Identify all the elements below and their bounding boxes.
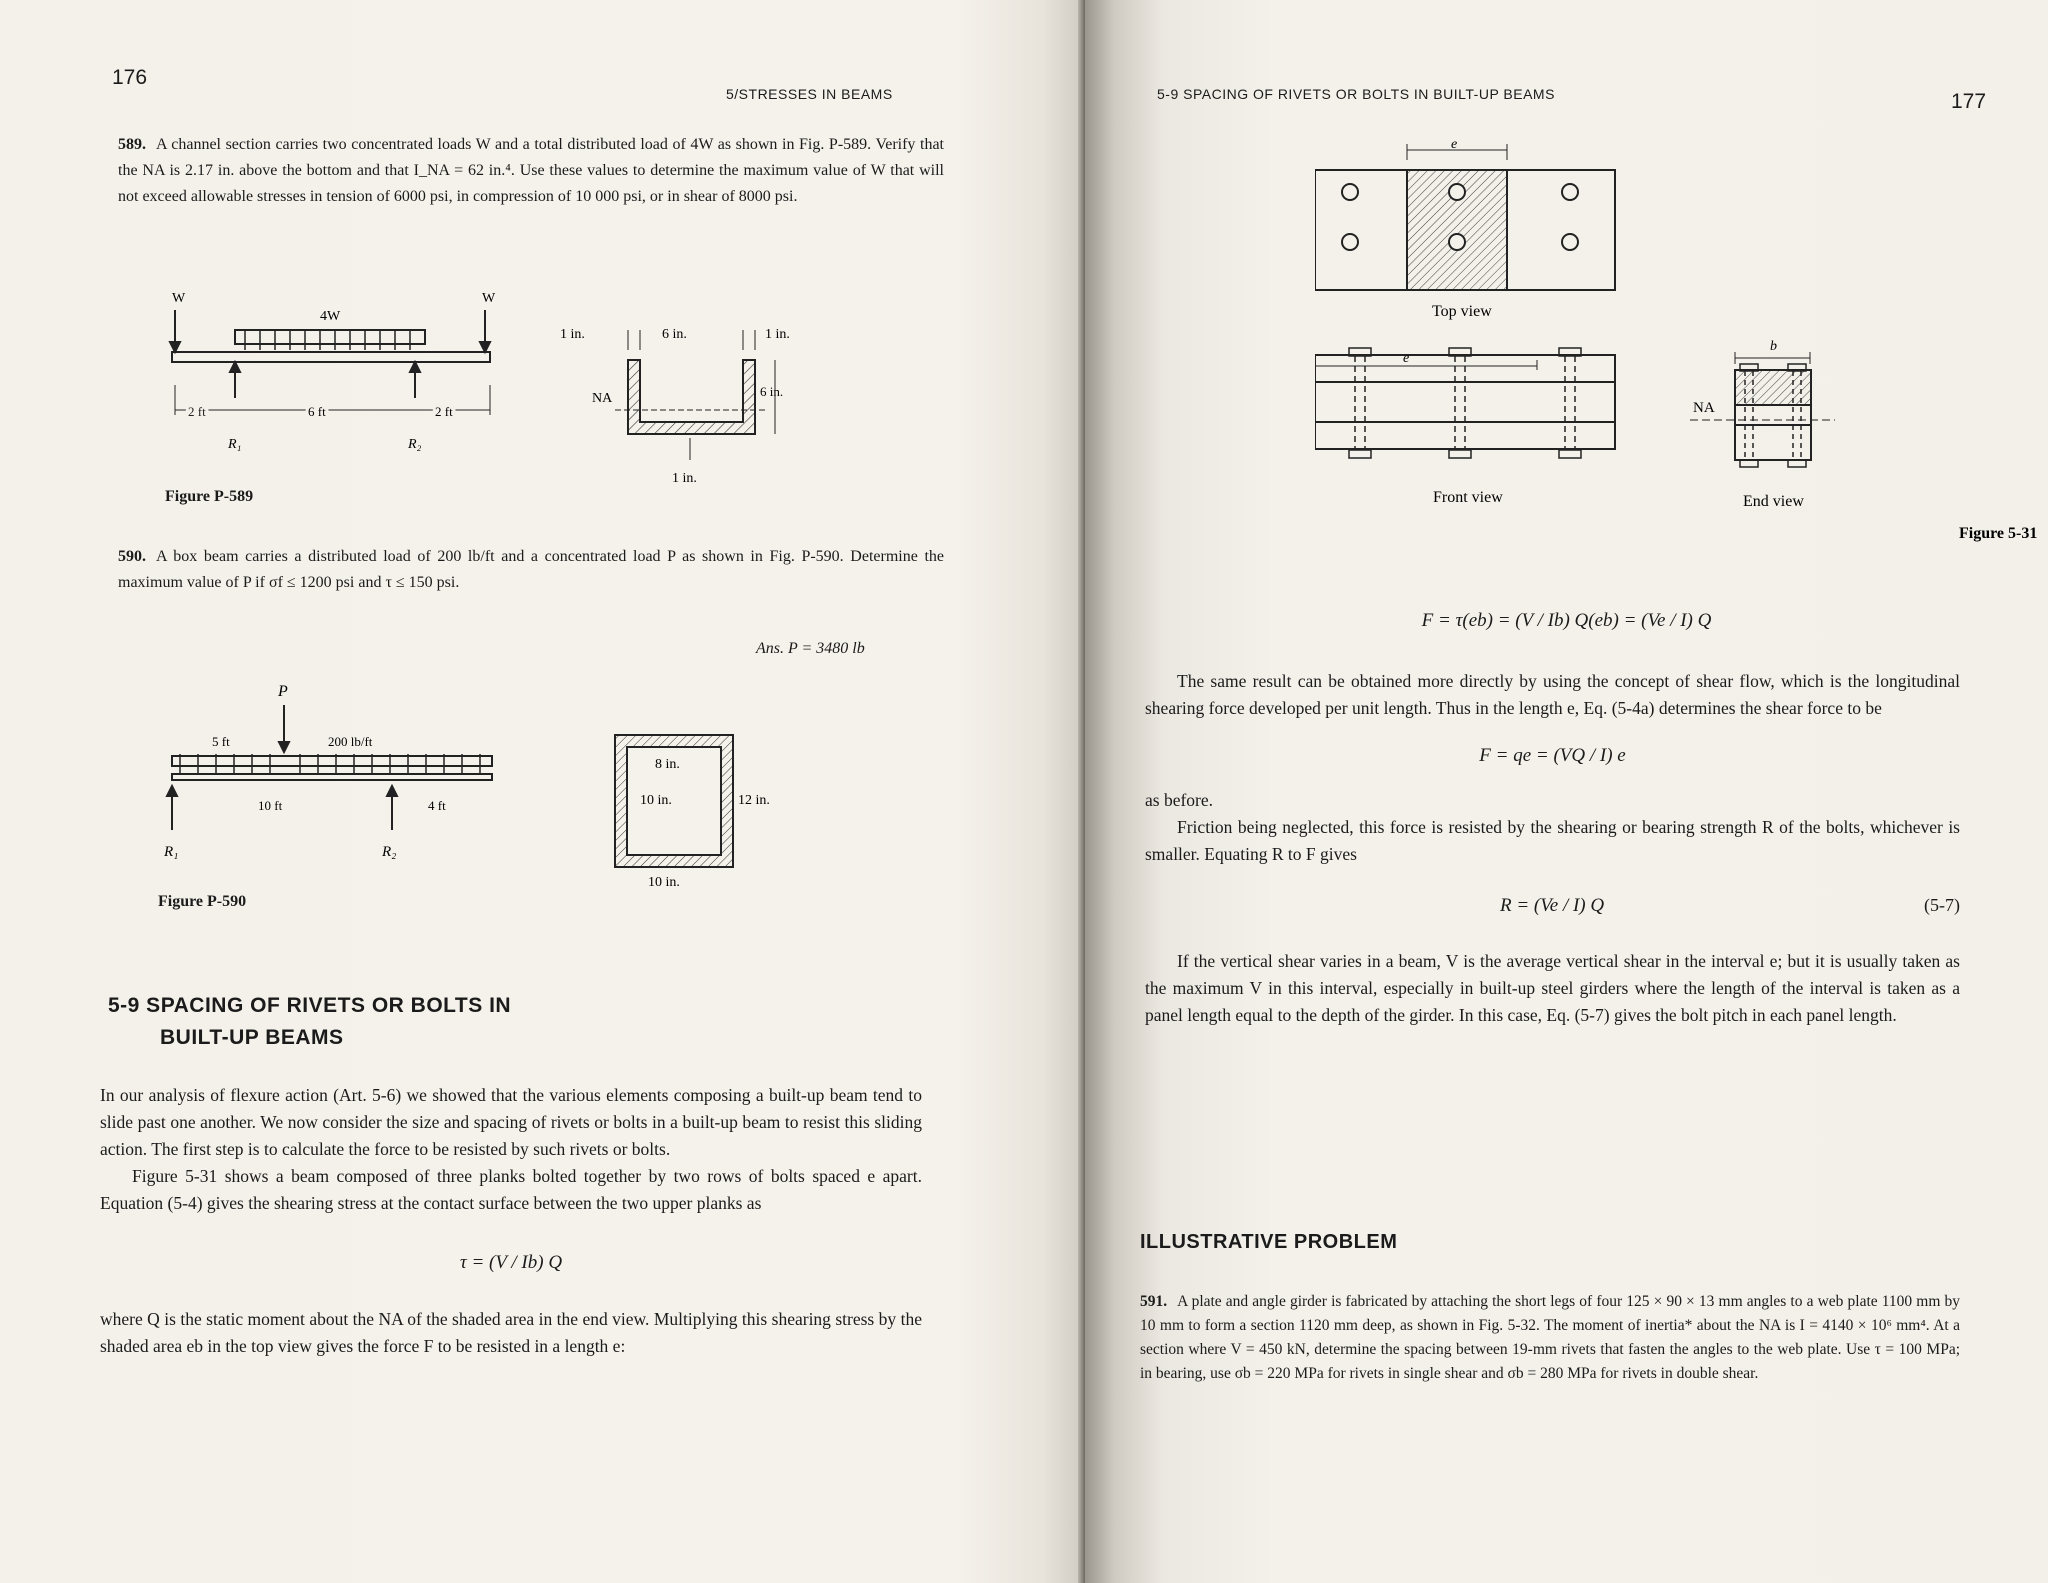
page-number: 176 [112, 66, 148, 89]
problem-text: A box beam carries a distributed load of 200 lb/ft and a concentrated load P as shown in Fig. P-590. Determine the maximum value of P if σf ≤ 1200 psi and τ ≤ 150 psi. [118, 548, 944, 591]
problem-text: A plate and angle girder is fabricated by attaching the short legs of four 125 × 90 × 13 mm angles to a web plate 1100 mm by 10 mm to form a section 1120 mm deep, as shown in Fig. 5-32. The moment of inertia* about the NA is I = 4140 × 10⁶ mm⁴. At a section where V = 450 kN, determine the spacing between 19-mm rivets that fasten the angles to the web plate. Use τ = 100 MPa; in bearing, use σb = 220 MPa for rivets in single shear and σb = 280 MPa for rivets in double shear. [1140, 1293, 1960, 1382]
flange-right: 1 in. [765, 327, 790, 342]
body-text-right [1145, 668, 1960, 1029]
dim-span: 10 ft [258, 798, 283, 813]
top-view-label: Top view [1432, 303, 1492, 320]
problem-number: 590. [118, 548, 146, 565]
figure-p589-beam [150, 280, 530, 460]
equation-R: R = (Ve / I) Q [1500, 895, 1605, 916]
as-before: as before. [1145, 790, 1214, 810]
dim-left: 2 ft [188, 404, 206, 419]
figure-caption-p589: Figure P-589 [165, 488, 254, 505]
na-label: NA [1693, 400, 1715, 416]
dim-right: 2 ft [435, 404, 453, 419]
load-w-right: W [482, 291, 496, 306]
outer-height: 12 in. [738, 793, 770, 808]
paragraph-3: If the vertical shear varies in a beam, V is the average vertical shear in the interval e; but it is usually taken as the maximum V in this interval, especially in built-up steel girders where the length of the interval is taken as a panel length equal to the depth of the girder. In this case, Eq. (5-7) gives the bolt pitch in each panel length. [1145, 951, 1960, 1025]
figure-p590-section [600, 720, 820, 900]
end-view-label: End view [1743, 493, 1804, 510]
paragraph-3: where Q is the static moment about the NA of the shaded area in the end view. Multiplying this shearing stress by the shaded area eb in the top view gives the force F to be resisted in a length e: [100, 1309, 922, 1356]
problem-number: 589. [118, 136, 146, 153]
figure-5-31 [1315, 130, 2045, 550]
figure-p589-section [560, 310, 820, 490]
illustrative-heading: ILLUSTRATIVE PROBLEM [1140, 1231, 1398, 1253]
equation-number: (5-7) [1924, 895, 1960, 915]
reaction-r1: R₁ [164, 844, 179, 860]
figure-caption-p590: Figure P-590 [158, 893, 247, 910]
problem-589 [118, 132, 944, 210]
bottom-thickness: 1 in. [672, 471, 697, 486]
right-page [1085, 0, 2048, 1583]
na-label: NA [592, 391, 613, 406]
dim-overhang: 4 ft [428, 798, 446, 813]
dim-mid: 6 ft [308, 404, 326, 419]
load-p: P [278, 683, 288, 700]
reaction-r2: R₂ [382, 844, 397, 860]
equation-R-row [1145, 878, 1960, 938]
body-text-left [100, 1082, 922, 1360]
web-width: 6 in. [662, 327, 687, 342]
dim-load: 5 ft [212, 734, 230, 749]
paragraph-1: The same result can be obtained more directly by using the concept of shear flow, which is the longitudinal shearing force developed per unit length. Thus in the length e, Eq. (5-4a) determines the shear force to be [1145, 671, 1960, 718]
reaction-r1: R₁ [228, 437, 242, 452]
flange-left: 1 in. [560, 327, 585, 342]
section-heading-line2: BUILT-UP BEAMS [160, 1026, 344, 1049]
distributed-load: 4W [320, 309, 341, 324]
answer-590: Ans. P = 3480 lb [756, 640, 865, 657]
equation-tau: τ = (V / Ib) Q [459, 1252, 563, 1273]
dim-e-top: e [1451, 137, 1458, 152]
page-number: 177 [1951, 90, 1987, 113]
distributed-load: 200 lb/ft [328, 734, 373, 749]
inner-width: 8 in. [655, 757, 680, 772]
running-head: 5/STRESSES IN BEAMS [726, 86, 893, 102]
front-view-label: Front view [1433, 489, 1503, 506]
problem-text: A channel section carries two concentrated loads W and a total distributed load of 4W as shown in Fig. P-589. Verify that the NA is 2.17 in. above the bottom and that I_NA = 62 in.⁴. Use these values to determine the maximum value of W that will not exceed allowable stresses in tension of 6000 psi, in compression of 10 000 psi, or in shear of 8000 psi. [118, 136, 944, 205]
section-heading-line1: 5-9 SPACING OF RIVETS OR BOLTS IN [108, 994, 512, 1017]
load-w-left: W [172, 291, 186, 306]
figure-caption-5-31: Figure 5-31 [1959, 525, 2038, 542]
section-height: 6 in. [760, 384, 784, 399]
paragraph-2: Figure 5-31 shows a beam composed of three planks bolted together by two rows of bolts spaced e apart. Equation (5-4) gives the shearing stress at the contact surface between the two upper planks as [100, 1166, 922, 1213]
inner-height: 10 in. [640, 793, 672, 808]
section-heading [108, 990, 511, 1054]
equation-F: F = τ(eb) = (V / Ib) Q(eb) = (Ve / I) Q [1421, 610, 1712, 631]
problem-591 [1140, 1290, 1960, 1386]
running-head: 5-9 SPACING OF RIVETS OR BOLTS IN BUILT-UP BEAMS [1157, 86, 1555, 102]
dim-e-front: e [1403, 351, 1410, 366]
outer-width: 10 in. [648, 875, 680, 890]
problem-number: 591. [1140, 1293, 1168, 1310]
equation-F2: F = qe = (VQ / I) e [1479, 745, 1626, 766]
paragraph-1: In our analysis of flexure action (Art. 5-6) we showed that the various elements composing a built-up beam tend to slide past one another. We now consider the size and spacing of rivets or bolts in a built-up beam to resist this sliding action. The first step is to calculate the force to be resisted by such rivets or bolts. [100, 1085, 922, 1159]
reaction-r2: R₂ [408, 437, 422, 452]
paragraph-2: Friction being neglected, this force is resisted by the shearing or bearing strength R of the bolts, whichever is smaller. Equating R to F gives [1145, 817, 1960, 864]
dim-b: b [1770, 339, 1777, 354]
problem-590 [118, 544, 944, 596]
figure-p590-beam [150, 670, 530, 890]
